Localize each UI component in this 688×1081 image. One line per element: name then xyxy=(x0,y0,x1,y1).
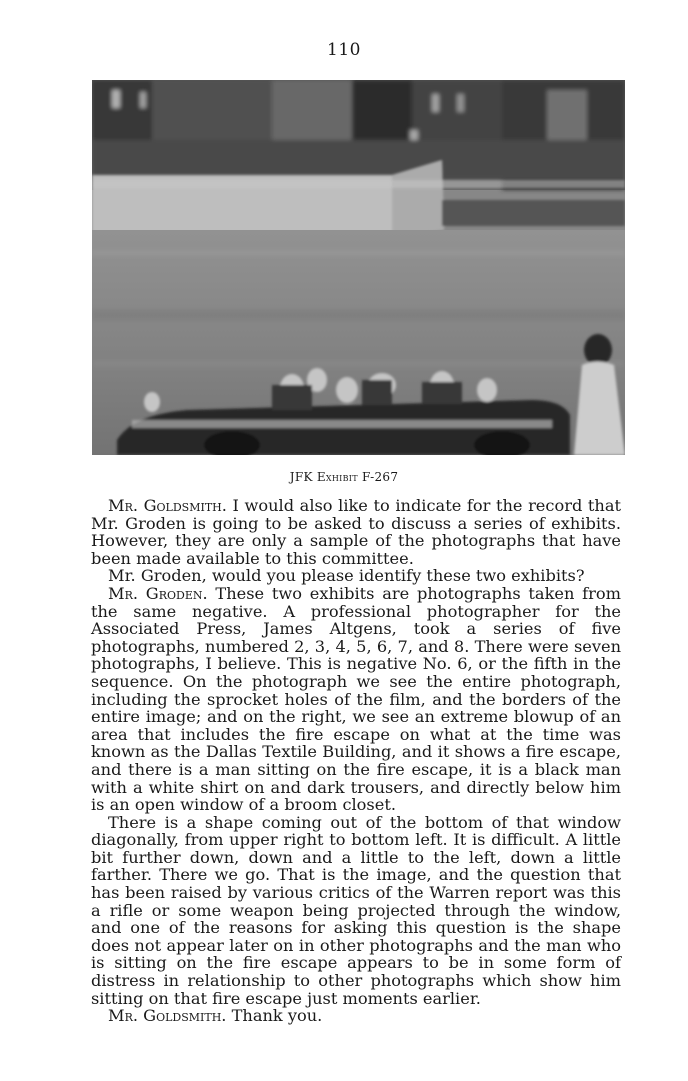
exhibit-photograph xyxy=(92,80,625,455)
paragraph-text: These two exhibits are photographs taken from the same negative. A professional photographer for the Associated Press, James Altgens, took a series of five photographs, numbered 2, 3, 4, 5, 6, 7, and 8. There were seven photographs, I believe. This is negative No. 6, or the fifth in the sequence. On the photograph we see the entire photograph, including the sprocket holes of the film, and the borders of the entire image; and on the right, we see an extreme blowup of an area that includes the fire escape on what at the time was known as the Dallas Textile Building, and it shows a fire escape, and there is a man sitting on the fire escape, it is a black man with a white shirt on and dark trousers, and directly below him is an open window of a broom closet. xyxy=(91,583,621,815)
speaker-name: Mr. Goldsmith. xyxy=(108,496,227,515)
motorcade-photo-image xyxy=(92,80,625,455)
paragraph xyxy=(91,1007,621,1025)
page-number: 110 xyxy=(327,40,361,60)
speaker-name: Mr. Groden. xyxy=(108,583,208,603)
caption-prefix: JFK xyxy=(289,470,317,484)
testimony-text xyxy=(91,497,621,1025)
paragraph xyxy=(91,567,621,585)
figure-caption xyxy=(0,470,688,484)
speaker-name: Mr. Goldsmith. xyxy=(108,1006,227,1026)
caption-suffix: F-267 xyxy=(357,470,399,484)
caption-exhibit: Exhibit xyxy=(316,470,358,484)
paragraph-text: I would also like to indicate for the record that Mr. Groden is going to be asked to discuss a series of exhibits. However, they are only a sample of the photographs that have been made available to this committee. xyxy=(91,496,621,568)
paragraph-text: There is a shape coming out of the bottom of that window diagonally, from upper right to bottom left. It is difficult. A little bit further down, down and a little to the left, down a little farther. There we go. That is the image, and the question that has been raised by various critics of the Warren report was this a rifle or some weapon being projected through the window, and one of the reasons for asking this question is the shape does not appear later on in other photographs and the man who is sitting on the fire escape appears to be in some form of distress in relationship to other photographs which show him sitting on that fire escape just moments earlier. xyxy=(91,812,621,1008)
paragraph-text: Mr. Groden, would you please identify these two exhibits? xyxy=(108,566,585,586)
paragraph-text: Thank you. xyxy=(226,1006,323,1026)
paragraph xyxy=(91,585,621,814)
paragraph xyxy=(91,814,621,1008)
paragraph xyxy=(91,497,621,567)
